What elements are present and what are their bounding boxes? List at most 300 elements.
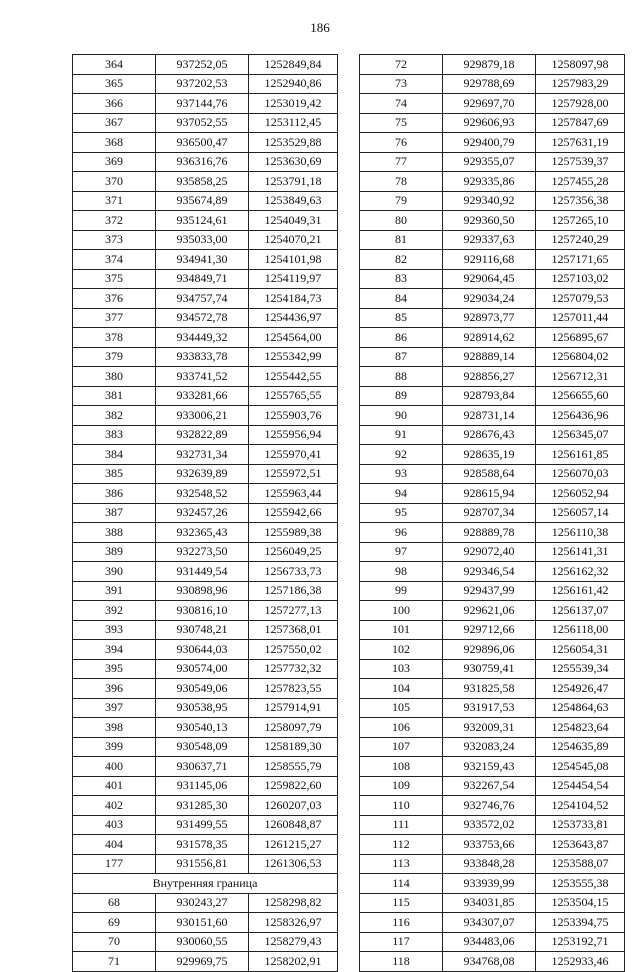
point-number: 81 (360, 230, 443, 250)
point-number: 106 (360, 718, 443, 738)
coord-x: 929969,75 (156, 952, 249, 972)
point-number: 366 (73, 94, 156, 114)
point-number: 86 (360, 328, 443, 348)
point-number: 82 (360, 250, 443, 270)
point-number: 92 (360, 445, 443, 465)
coord-y: 1260848,87 (249, 815, 338, 835)
coord-x: 931499,55 (156, 815, 249, 835)
point-number: 108 (360, 757, 443, 777)
coord-y: 1258202,91 (249, 952, 338, 972)
coord-y: 1256895,67 (536, 328, 625, 348)
coord-x: 937144,76 (156, 94, 249, 114)
coord-y: 1254049,31 (249, 211, 338, 231)
coord-y: 1258298,82 (249, 893, 338, 913)
coord-x: 930748,21 (156, 620, 249, 640)
table-row (360, 737, 625, 757)
coord-y: 1253643,87 (536, 835, 625, 855)
point-number: 89 (360, 386, 443, 406)
table-row (360, 932, 625, 952)
coord-y: 1255970,41 (249, 445, 338, 465)
table-row (360, 679, 625, 699)
table-row (360, 893, 625, 913)
coord-x: 936316,76 (156, 152, 249, 172)
table-row (360, 815, 625, 835)
coord-y: 1258326,97 (249, 913, 338, 933)
table-row (360, 113, 625, 133)
point-number: 393 (73, 620, 156, 640)
point-number: 374 (73, 250, 156, 270)
coord-x: 928676,43 (443, 425, 536, 445)
table-row (360, 952, 625, 972)
point-number: 110 (360, 796, 443, 816)
coord-y: 1254070,21 (249, 230, 338, 250)
table-row (360, 640, 625, 660)
coord-y: 1254545,08 (536, 757, 625, 777)
coord-y: 1257539,37 (536, 152, 625, 172)
point-number: 398 (73, 718, 156, 738)
coord-y: 1253630,69 (249, 152, 338, 172)
table-row (73, 269, 338, 289)
coord-x: 932159,43 (443, 757, 536, 777)
table-row (360, 250, 625, 270)
coord-y: 1257847,69 (536, 113, 625, 133)
table-row (73, 406, 338, 426)
coord-x: 929355,07 (443, 152, 536, 172)
table-row (73, 289, 338, 309)
coord-x: 930549,06 (156, 679, 249, 699)
coord-x: 930243,27 (156, 893, 249, 913)
coord-x: 929340,92 (443, 191, 536, 211)
coord-y: 1254564,00 (249, 328, 338, 348)
point-number: 78 (360, 172, 443, 192)
table-row (73, 698, 338, 718)
table-row (73, 211, 338, 231)
table-row (360, 230, 625, 250)
point-number: 77 (360, 152, 443, 172)
coord-y: 1256161,85 (536, 445, 625, 465)
coord-x: 936500,47 (156, 133, 249, 153)
table-row (360, 55, 625, 75)
point-number: 91 (360, 425, 443, 445)
coord-x: 934307,07 (443, 913, 536, 933)
coord-y: 1255342,99 (249, 347, 338, 367)
coord-y: 1256162,32 (536, 562, 625, 582)
coord-x: 929034,24 (443, 289, 536, 309)
coord-x: 931285,30 (156, 796, 249, 816)
table-row (360, 94, 625, 114)
table-row (73, 932, 338, 952)
coord-x: 932746,76 (443, 796, 536, 816)
coord-x: 935033,00 (156, 230, 249, 250)
table-row (73, 796, 338, 816)
coord-x: 928914,62 (443, 328, 536, 348)
table-row (73, 55, 338, 75)
point-number: 96 (360, 523, 443, 543)
coord-x: 929896,06 (443, 640, 536, 660)
point-number: 394 (73, 640, 156, 660)
coord-y: 1258097,79 (249, 718, 338, 738)
coord-y: 1254823,64 (536, 718, 625, 738)
coord-y: 1256070,03 (536, 464, 625, 484)
table-row (73, 133, 338, 153)
coord-x: 930548,09 (156, 737, 249, 757)
coord-x: 929072,40 (443, 542, 536, 562)
coord-x: 928856,27 (443, 367, 536, 387)
point-number: 392 (73, 601, 156, 621)
coord-x: 930151,60 (156, 913, 249, 933)
coord-x: 932009,31 (443, 718, 536, 738)
point-number: 390 (73, 562, 156, 582)
point-number: 114 (360, 874, 443, 894)
table-row (73, 640, 338, 660)
point-number: 118 (360, 952, 443, 972)
coord-x: 929346,54 (443, 562, 536, 582)
coord-x: 935858,25 (156, 172, 249, 192)
point-number: 384 (73, 445, 156, 465)
table-row (360, 386, 625, 406)
point-number: 80 (360, 211, 443, 231)
coord-y: 1255442,55 (249, 367, 338, 387)
coord-y: 1255956,94 (249, 425, 338, 445)
point-number: 111 (360, 815, 443, 835)
coord-x: 934849,71 (156, 269, 249, 289)
point-number: 75 (360, 113, 443, 133)
table-row (73, 893, 338, 913)
table-row (360, 913, 625, 933)
coord-x: 928889,78 (443, 523, 536, 543)
table-row (73, 913, 338, 933)
coord-x: 930759,41 (443, 659, 536, 679)
coord-y: 1254436,97 (249, 308, 338, 328)
coord-y: 1256137,07 (536, 601, 625, 621)
point-number: 71 (73, 952, 156, 972)
table-row (73, 94, 338, 114)
coord-x: 928707,34 (443, 503, 536, 523)
coord-y: 1253849,63 (249, 191, 338, 211)
coord-y: 1256118,00 (536, 620, 625, 640)
point-number: 116 (360, 913, 443, 933)
coord-x: 930637,71 (156, 757, 249, 777)
coord-y: 1255942,66 (249, 503, 338, 523)
table-row (73, 757, 338, 777)
table-row (73, 620, 338, 640)
point-number: 85 (360, 308, 443, 328)
point-number: 370 (73, 172, 156, 192)
coord-y: 1252933,46 (536, 952, 625, 972)
coord-y: 1257103,02 (536, 269, 625, 289)
coord-y: 1256054,31 (536, 640, 625, 660)
table-row (360, 464, 625, 484)
table-row (73, 659, 338, 679)
table-row (360, 484, 625, 504)
coord-x: 929712,66 (443, 620, 536, 640)
table-row (73, 425, 338, 445)
point-number: 403 (73, 815, 156, 835)
section-header: Внутренняя граница (73, 874, 338, 894)
coord-x: 928588,64 (443, 464, 536, 484)
coord-y: 1257240,29 (536, 230, 625, 250)
point-number: 388 (73, 523, 156, 543)
coord-y: 1258097,98 (536, 55, 625, 75)
point-number: 404 (73, 835, 156, 855)
coordinates-table-left (72, 54, 338, 972)
coord-y: 1257983,29 (536, 74, 625, 94)
table-row (360, 425, 625, 445)
table-row (360, 874, 625, 894)
table-row (73, 679, 338, 699)
table-row (73, 581, 338, 601)
table-row (360, 289, 625, 309)
table-row (73, 464, 338, 484)
table-row (360, 757, 625, 777)
coord-x: 932365,43 (156, 523, 249, 543)
coord-x: 931145,06 (156, 776, 249, 796)
point-number: 87 (360, 347, 443, 367)
coord-y: 1253555,38 (536, 874, 625, 894)
coord-x: 934031,85 (443, 893, 536, 913)
coord-x: 928793,84 (443, 386, 536, 406)
coord-y: 1253733,81 (536, 815, 625, 835)
coord-x: 934768,08 (443, 952, 536, 972)
coord-y: 1254864,63 (536, 698, 625, 718)
coord-y: 1257171,65 (536, 250, 625, 270)
point-number: 396 (73, 679, 156, 699)
table-row (73, 191, 338, 211)
point-number: 391 (73, 581, 156, 601)
point-number: 376 (73, 289, 156, 309)
coord-y: 1253529,88 (249, 133, 338, 153)
coord-y: 1257356,38 (536, 191, 625, 211)
coord-x: 928615,94 (443, 484, 536, 504)
coord-y: 1254119,97 (249, 269, 338, 289)
table-row (360, 74, 625, 94)
coord-y: 1255765,55 (249, 386, 338, 406)
table-row (73, 854, 338, 874)
coord-x: 933833,78 (156, 347, 249, 367)
table-row (360, 503, 625, 523)
point-number: 117 (360, 932, 443, 952)
coord-x: 933939,99 (443, 874, 536, 894)
coord-y: 1254104,52 (536, 796, 625, 816)
coord-y: 1254101,98 (249, 250, 338, 270)
table-row (360, 152, 625, 172)
coord-x: 935674,89 (156, 191, 249, 211)
point-number: 83 (360, 269, 443, 289)
coord-x: 929621,06 (443, 601, 536, 621)
point-number: 177 (73, 854, 156, 874)
coord-y: 1254926,47 (536, 679, 625, 699)
coord-x: 934572,78 (156, 308, 249, 328)
coord-x: 932731,34 (156, 445, 249, 465)
point-number: 395 (73, 659, 156, 679)
point-number: 379 (73, 347, 156, 367)
point-number: 103 (360, 659, 443, 679)
table-row (360, 347, 625, 367)
table-row (360, 445, 625, 465)
table-row (73, 776, 338, 796)
table-row (73, 230, 338, 250)
point-number: 109 (360, 776, 443, 796)
table-row (360, 796, 625, 816)
table-row (360, 620, 625, 640)
point-number: 115 (360, 893, 443, 913)
coord-y: 1261215,27 (249, 835, 338, 855)
point-number: 100 (360, 601, 443, 621)
table-row (73, 74, 338, 94)
point-number: 367 (73, 113, 156, 133)
table-row (73, 601, 338, 621)
coord-y: 1257368,01 (249, 620, 338, 640)
table-row (73, 523, 338, 543)
coord-x: 931449,54 (156, 562, 249, 582)
coord-x: 930816,10 (156, 601, 249, 621)
coord-x: 933281,66 (156, 386, 249, 406)
point-number: 74 (360, 94, 443, 114)
coord-x: 930538,95 (156, 698, 249, 718)
coord-y: 1255972,51 (249, 464, 338, 484)
point-number: 369 (73, 152, 156, 172)
coord-y: 1256712,31 (536, 367, 625, 387)
coord-x: 933741,52 (156, 367, 249, 387)
coord-x: 929116,68 (443, 250, 536, 270)
point-number: 386 (73, 484, 156, 504)
point-number: 371 (73, 191, 156, 211)
coord-y: 1261306,53 (249, 854, 338, 874)
coord-y: 1256655,60 (536, 386, 625, 406)
coord-x: 931917,53 (443, 698, 536, 718)
coord-y: 1257079,53 (536, 289, 625, 309)
point-number: 84 (360, 289, 443, 309)
coord-y: 1256052,94 (536, 484, 625, 504)
coord-y: 1255963,44 (249, 484, 338, 504)
coord-x: 932548,52 (156, 484, 249, 504)
point-number: 70 (73, 932, 156, 952)
coord-y: 1256345,07 (536, 425, 625, 445)
coord-y: 1256049,25 (249, 542, 338, 562)
point-number: 88 (360, 367, 443, 387)
coord-x: 934449,32 (156, 328, 249, 348)
point-number: 377 (73, 308, 156, 328)
table-row (360, 776, 625, 796)
table-row (360, 328, 625, 348)
table-row (360, 133, 625, 153)
coord-x: 929337,63 (443, 230, 536, 250)
table-row (360, 659, 625, 679)
table-row (360, 269, 625, 289)
coord-y: 1260207,03 (249, 796, 338, 816)
table-row (73, 737, 338, 757)
point-number: 76 (360, 133, 443, 153)
coord-y: 1252940,86 (249, 74, 338, 94)
coord-y: 1257011,44 (536, 308, 625, 328)
coord-x: 934483,06 (443, 932, 536, 952)
table-row (73, 347, 338, 367)
coord-y: 1256436,96 (536, 406, 625, 426)
coord-y: 1256057,14 (536, 503, 625, 523)
coord-y: 1257550,02 (249, 640, 338, 660)
table-row (73, 952, 338, 972)
coord-x: 930060,55 (156, 932, 249, 952)
table-row (360, 406, 625, 426)
point-number: 368 (73, 133, 156, 153)
coord-x: 935124,61 (156, 211, 249, 231)
table-row (73, 562, 338, 582)
point-number: 98 (360, 562, 443, 582)
point-number: 97 (360, 542, 443, 562)
coord-x: 933572,02 (443, 815, 536, 835)
table-row (360, 523, 625, 543)
coord-y: 1253112,45 (249, 113, 338, 133)
coord-x: 929879,18 (443, 55, 536, 75)
coord-x: 932083,24 (443, 737, 536, 757)
coord-y: 1257631,19 (536, 133, 625, 153)
coord-y: 1254454,54 (536, 776, 625, 796)
coord-x: 929437,99 (443, 581, 536, 601)
point-number: 73 (360, 74, 443, 94)
table-row (360, 601, 625, 621)
coord-x: 932822,89 (156, 425, 249, 445)
coord-y: 1257914,91 (249, 698, 338, 718)
point-number: 402 (73, 796, 156, 816)
coord-x: 933006,21 (156, 406, 249, 426)
coord-x: 928889,14 (443, 347, 536, 367)
coord-y: 1258555,79 (249, 757, 338, 777)
point-number: 99 (360, 581, 443, 601)
point-number: 90 (360, 406, 443, 426)
table-row (73, 308, 338, 328)
coord-y: 1257823,55 (249, 679, 338, 699)
coord-y: 1257928,00 (536, 94, 625, 114)
table-row (73, 445, 338, 465)
coord-x: 929335,86 (443, 172, 536, 192)
table-row (360, 172, 625, 192)
table-row (360, 367, 625, 387)
coord-y: 1257732,32 (249, 659, 338, 679)
coord-y: 1256110,38 (536, 523, 625, 543)
coord-y: 1256141,31 (536, 542, 625, 562)
coord-y: 1254184,73 (249, 289, 338, 309)
coord-x: 931556,81 (156, 854, 249, 874)
table-row (73, 328, 338, 348)
coord-x: 932267,54 (443, 776, 536, 796)
point-number: 102 (360, 640, 443, 660)
point-number: 385 (73, 464, 156, 484)
table-row (73, 113, 338, 133)
coord-y: 1257455,28 (536, 172, 625, 192)
coord-x: 932457,26 (156, 503, 249, 523)
table-row (360, 308, 625, 328)
coord-x: 930898,96 (156, 581, 249, 601)
point-number: 401 (73, 776, 156, 796)
coord-y: 1253192,71 (536, 932, 625, 952)
coord-x: 928635,19 (443, 445, 536, 465)
table-row (360, 211, 625, 231)
coord-x: 931578,35 (156, 835, 249, 855)
table-row (360, 854, 625, 874)
coord-x: 929606,93 (443, 113, 536, 133)
table-row (73, 718, 338, 738)
coord-x: 928973,77 (443, 308, 536, 328)
table-row (360, 562, 625, 582)
coord-y: 1253019,42 (249, 94, 338, 114)
point-number: 364 (73, 55, 156, 75)
coord-y: 1258189,30 (249, 737, 338, 757)
table-row (360, 191, 625, 211)
table-row (73, 815, 338, 835)
point-number: 105 (360, 698, 443, 718)
table-row (73, 835, 338, 855)
table-row (73, 172, 338, 192)
